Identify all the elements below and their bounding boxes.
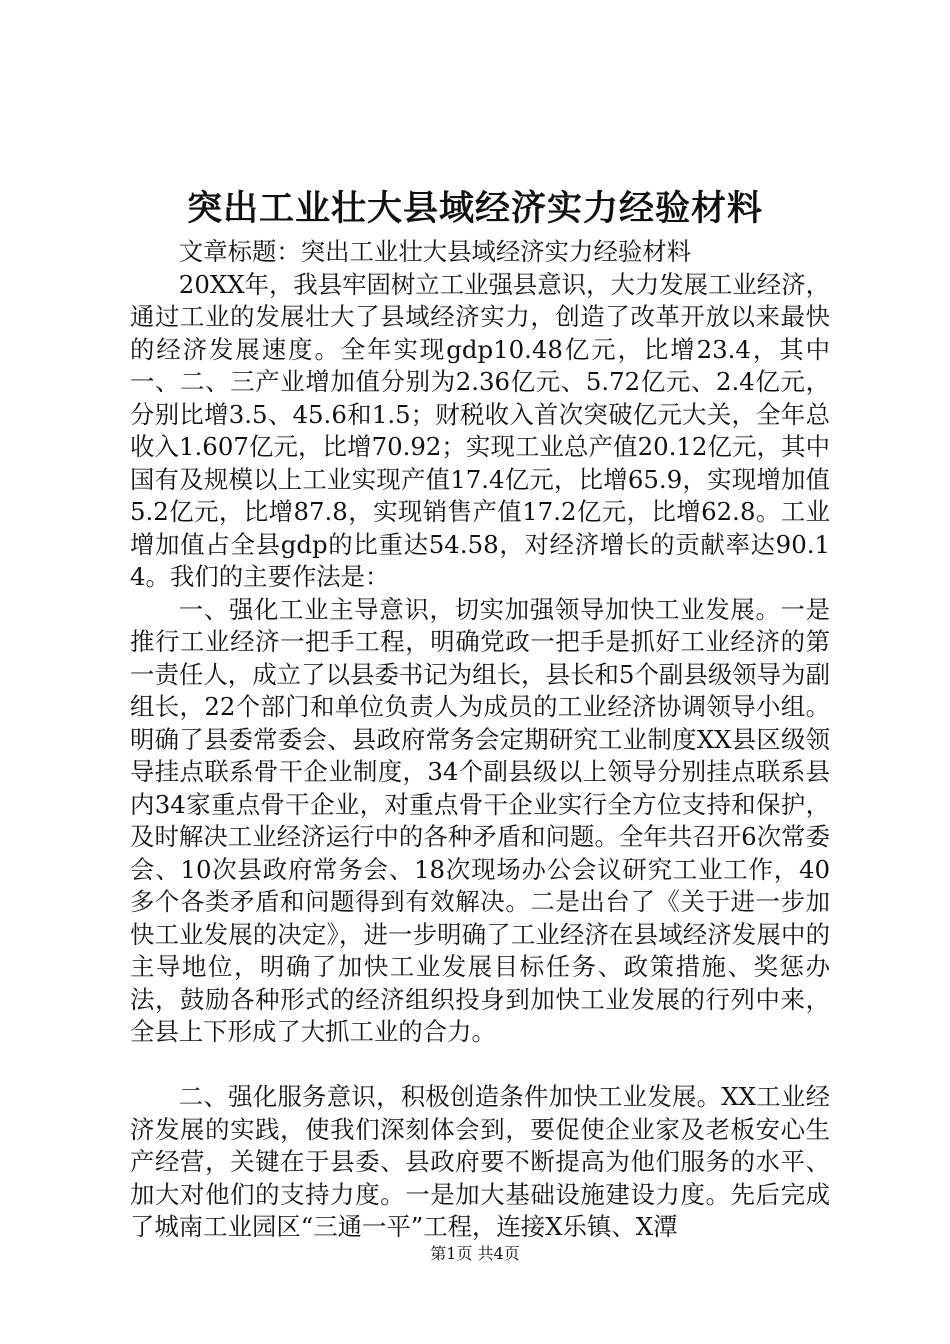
article-title-line: 文章标题：突出工业壮大县域经济实力经验材料 (178, 237, 692, 266)
document-title: 突出工业壮大县域经济实力经验材料 (186, 188, 763, 229)
page-footer: 第1页 共4页 (430, 1244, 520, 1263)
document-body (130, 236, 830, 1244)
paragraph-section-2: 二、强化服务意识，积极创造条件加快工业发展。XX工业经济发展的实践，使我们深刻体会到，要促使企业家及老板安心生产经营，关键在于县委、县政府要不断提高为他们服务的水平、加大对他们的支持力度。一是加大基础设施建设力度。先后完成了城南工业园区“三通一平”工程，连接X乐镇、X潭 (130, 1082, 830, 1241)
paragraph-section-1: 一、强化工业主导意识，切实加强领导加快工业发展。一是推行工业经济一把手工程，明确党政一把手是抓好工业经济的第一责任人，成立了以县委书记为组长，县长和5个副县级领导为副组长，22个部门和单位负责人为成员的工业经济协调领导小组。明确了县委常委会、县政府常务会定期研究工业制度XX县区级领导挂点联系骨干企业制度，34个副县级以上领导分别挂点联系县内34家重点骨干企业，对重点骨干企业实行全方位支持和保护，及时解决工业经济运行中的各种矛盾和问题。全年共召开6次常委会、10次县政府常务会、18次现场办公会议研究工业工作，40多个各类矛盾和问题得到有效解决。二是出台了《关于进一步加快工业发展的决定》，进一步明确了工业经济在县域经济发展中的主导地位，明确了加快工业发展目标任务、政策措施、奖惩办法，鼓励各种形式的经济组织投身到加快工业发展的行列中来，全县上下形成了大抓工业的合力。 (130, 594, 830, 1046)
paragraph-intro: 20XX年，我县牢固树立工业强县意识，大力发展工业经济，通过工业的发展壮大了县域经济实力，创造了改革开放以来最快的经济发展速度。全年实现gdp10.48亿元，比增23.4，其中一、二、三产业增加值分别为2.36亿元、5.72亿元、2.4亿元，分别比增3.5、45.6和1.5；财税收入首次突破亿元大关，全年总收入1.607亿元，比增70.92；实现工业总产值20.12亿元，其中国有及规模以上工业实现产值17.4亿元，比增65.9，实现增加值5.2亿元，比增87.8，实现销售产值17.2亿元，比增62.8。工业增加值占全县gdp的比重达54.58，对经济增长的贡献率达90.14。我们的主要作法是： (130, 269, 830, 591)
